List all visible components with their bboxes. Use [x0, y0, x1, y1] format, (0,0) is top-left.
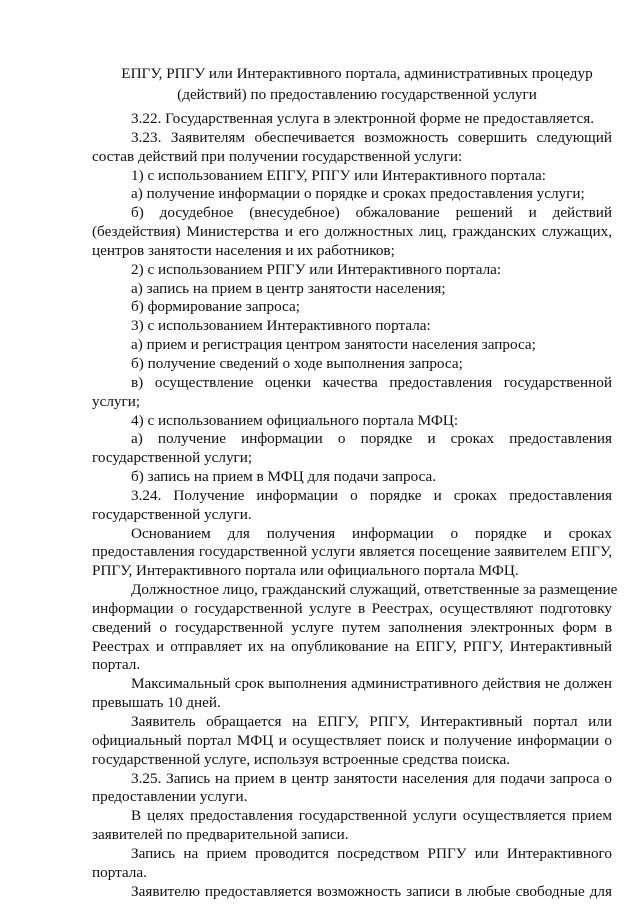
text-line: Реестрах и отправляет их на опубликование на ЕПГУ, РПГУ, Интерактивный — [92, 637, 612, 655]
text-line: В целях предоставления государственной услуги осуществляется прием — [131, 807, 612, 825]
text-line: а) получение информации о порядке и сроках предоставления — [131, 430, 612, 448]
text-line: Заявитель обращается на ЕПГУ, РПГУ, Интерактивный портал или — [131, 713, 612, 730]
text-line: б) получение сведений о ходе выполнения запроса; — [131, 354, 463, 372]
text-line: Максимальный срок выполнения административного действия не должен — [131, 675, 612, 693]
text-line: а) прием и регистрация центром занятости населения запроса; — [131, 336, 536, 354]
text-line: 3.23. Заявителям обеспечивается возможность совершить следующий — [131, 128, 612, 146]
text-line: предоставлении услуги. — [92, 788, 248, 806]
text-line: государственной услуге, используя встроенные средства поиска. — [92, 750, 511, 768]
text-line: 2) с использованием РПГУ или Интерактивного портала: — [131, 260, 502, 278]
text-line: государственной услуги; — [92, 449, 253, 467]
text-line: информации о государственной услуге в Реестрах, осуществляют подготовку — [92, 599, 612, 617]
section-heading-line-2: (действий) по предоставлению государственной услуги — [177, 86, 537, 103]
text-line: (бездействия) Министерства и его должностных лиц, гражданских служащих, — [92, 223, 612, 241]
text-line: состав действий при получении государственной услуги: — [92, 147, 463, 165]
text-line: РПГУ, Интерактивного портала или официального портала МФЦ. — [92, 562, 519, 580]
text-line: Должностное лицо, гражданский служащий, ответственные за размещение — [131, 581, 618, 599]
text-line: 4) с использованием официального портала МФЦ: — [131, 411, 459, 429]
text-line: сведений о государственной услуге путем заполнения электронных форм в — [92, 618, 612, 636]
text-line: 3.25. Запись на прием в центр занятости населения для подачи запроса о — [131, 769, 612, 787]
text-line: превышать 10 дней. — [92, 694, 221, 712]
text-line: 3.24. Получение информации о порядке и сроках предоставления — [131, 486, 612, 504]
text-line: 1) с использованием ЕПГУ, РПГУ или Интерактивного портала: — [131, 166, 547, 184]
section-heading-line-1: ЕПГУ, РПГУ или Интерактивного портала, административных процедур — [121, 65, 593, 82]
text-line: Заявителю предоставляется возможность записи в любые свободные для — [131, 882, 612, 900]
text-line: б) формирование запроса; — [131, 298, 300, 316]
text-line: а) получение информации о порядке и сроках предоставления услуги; — [131, 185, 585, 203]
text-line: Основанием для получения информации о порядке и сроках — [131, 524, 612, 542]
text-line: в) осуществление оценки качества предоставления государственной — [131, 373, 612, 391]
text-line: услуги; — [92, 392, 141, 410]
text-line: 3.22. Государственная услуга в электронной форме не предоставляется. — [131, 110, 595, 127]
text-line: портал. — [92, 656, 141, 674]
text-line: б) запись на прием в МФЦ для подачи запроса. — [131, 468, 437, 486]
text-line: предоставления государственной услуги является посещение заявителем ЕПГУ, — [92, 543, 612, 561]
text-line: центров занятости населения и их работников; — [92, 241, 395, 259]
document-body — [92, 110, 618, 901]
text-line: государственной услуги. — [92, 505, 252, 523]
text-line: 3) с использованием Интерактивного портала: — [131, 317, 431, 335]
text-line: официальный портал МФЦ и осуществляет поиск и получение информации о — [92, 731, 612, 749]
text-line: заявителей по предварительной записи. — [92, 826, 349, 844]
text-line: а) запись на прием в центр занятости населения; — [131, 279, 446, 297]
text-line: портала. — [92, 863, 147, 881]
text-line: Запись на прием проводится посредством РПГУ или Интерактивного — [131, 844, 612, 862]
text-line: б) досудебное (внесудебное) обжалование решений и действий — [131, 204, 612, 222]
